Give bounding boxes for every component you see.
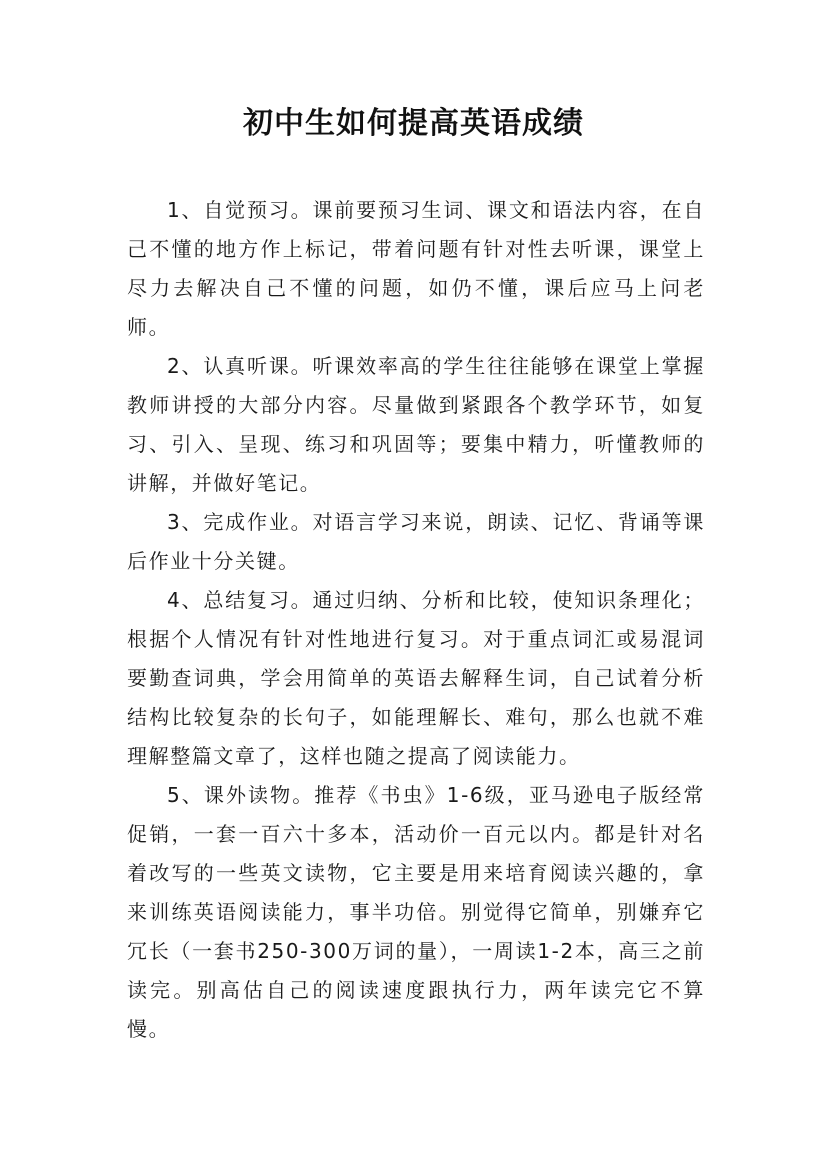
paragraph-extra-reading: 5、课外读物。推荐《书虫》1-6级，亚马逊电子版经常促销，一套一百六十多本，活动价一百元以内。都是针对名着改写的一些英文读物，它主要是用来培育阅读兴趣的，拿来训练英语阅读能力，事半功倍。别觉得它简单，别嫌弃它冗长（一套书250-300万词的量），一周读1-2本，高三之前读完。别高估自己的阅读速度跟执行力，两年读完它不算慢。: [127, 783, 705, 1041]
document-title: 初中生如何提高英语成绩: [243, 106, 584, 141]
document-body: [127, 191, 705, 1049]
paragraph-preview: 1、自觉预习。课前要预习生词、课文和语法内容，在自己不懂的地方作上标记，带着问题有针对性去听课，课堂上尽力去解决自己不懂的问题，如仍不懂，课后应马上问老师。: [127, 198, 705, 339]
paragraph-review: 4、总结复习。通过归纳、分析和比较，使知识条理化；根据个人情况有针对性地进行复习。对于重点词汇或易混词要勤查词典，学会用简单的英语去解释生词，自己试着分析结构比较复杂的长句子，如能理解长、难句，那么也就不难理解整篇文章了，这样也随之提高了阅读能力。: [127, 588, 705, 768]
paragraph-homework: 3、完成作业。对语言学习来说，朗读、记忆、背诵等课后作业十分关键。: [127, 510, 705, 573]
paragraph-listening: 2、认真听课。听课效率高的学生往往能够在课堂上掌握教师讲授的大部分内容。尽量做到紧跟各个教学环节，如复习、引入、呈现、练习和巩固等；要集中精力，听懂教师的讲解，并做好笔记。: [127, 354, 705, 495]
